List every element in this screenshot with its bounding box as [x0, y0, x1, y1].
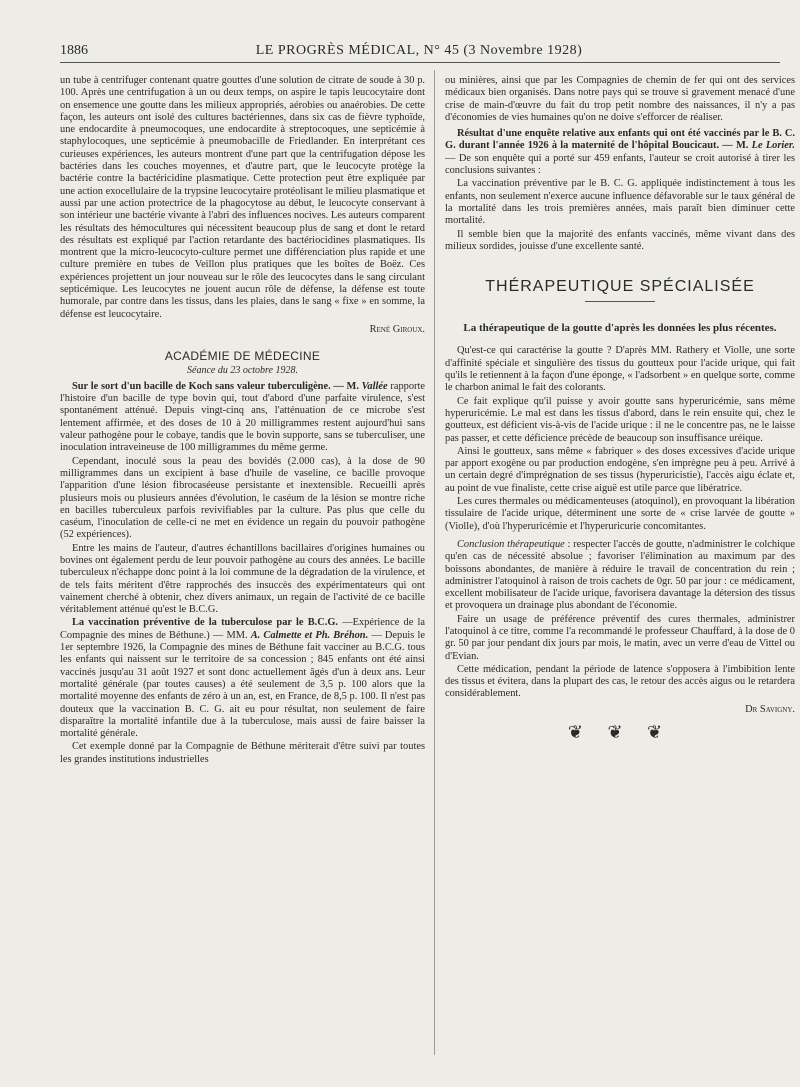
signature-savigny: Dr Savigny. — [745, 703, 795, 715]
right-paragraph-3: La vaccination préventive par le B. C. G. appliquée indistinctement à tous les enfants, non seulement n'exerce aucune influence défavorable sur le taux général de la mortalité dans les trois premières années, mais paraît bien diminuer cette mortalité. — [445, 178, 795, 227]
column-divider — [434, 70, 435, 1055]
left-column — [60, 75, 425, 767]
right-paragraph-10: Faire un usage de préférence préventif des cures thermales, administrer l'atoquinol à ce titre, comme l'a recommandé le professeur Chauffard, à la dose de 0 gr. 50 par jour pendant dix jours par mois, le matin, avec un verre d'eau de Vittel ou d'Evian. — [445, 613, 795, 662]
left-paragraph-1: un tube à centrifuger contenant quatre gouttes d'une solution de citrate de soude à 30 p. 100. Après une centrifugation à un ou deux temps, on aspire le tapis leucocytaire dont on ensemence une goutte dans les milieux appropriés, aérobies ou anaérobies. De cette façon, les auteurs ont isolé des cultures bactériennes, dans six cas de fièvre typhoïde, une endocardite à pneumocoques, une endocardite à streptocoques, une septicémie à staphylocoques, une septicémie à pneumobacille de Friedlander. En interprétant ces curieuses expériences, les auteurs montrent d'une part que la centrifugation dépose les bactéries dans les couches moyennes, et d'autre part, que le leucocyte protège la bactérie contre la bactéricidine plasmatique. Cette protection peut être expliquée par une action exocellulaire de la trypsine leucocytaire protéolisant le milieu plasmatique et aussi par une action protectrice de la phagocytose au début, le leucocyte conservant à son intérieur une bactérie vivante à l'abri des influences nocives. Les auteurs comparent les résultats des hémocultures qui nécessitent beaucoup plus de sang et dont le retard des résultats est expliqué par l'action retardante des bactériocidines plasmatiques. Ils montrent que la micro-leucocyto-culture permet une différenciation plus rapide et une culture première en tubes de Veillon plus pratiques que les boîtes de Boëz. Ces expériences projettent un jour nouveau sur le rôle des leucocytes dans le sang circulant septicémique. Les leucocytes ne jouent aucun rôle de défense, la défense est toute humorale, par contre dans les tissus, dans les plaies, dans le sang « fixe » en somme, la défense est leucocytaire. — [60, 75, 425, 320]
page-header — [60, 40, 780, 63]
bcg-text-a: —Expérience de la Compagnie des mines de Béthune.) — MM. — [60, 617, 425, 641]
lorier-name: Le Lorier. — [751, 140, 795, 152]
article-title: La thérapeutique de la goutte d'après les données les plus récentes. — [463, 322, 777, 335]
section-rule — [585, 301, 655, 302]
academy-date: Séance du 23 octobre 1928. — [187, 364, 298, 376]
right-paragraph-7: Ainsi le goutteux, sans même « fabriquer » des doses excessives d'acide urique par apport exogène ou par production endogène, s'en imprègne peu à peu. Arrivé à un certain degré d'imprégnation de ses tissus (hyperuricistie), l'accès aigu éclate et, au point de vue finaliste, cette crise aiguë est utile parce que libératrice. — [445, 445, 795, 494]
section-title: THÉRAPEUTIQUE SPÉCIALISÉE — [485, 278, 755, 296]
conclusion-text: : respecter l'accès de goutte, n'administrer le colchique qu'en cas de nécessité absolue ; favoriser l'élimination au maximum par des boissons abondantes, de manière à réduire le travail de concentration du rein ; administrer l'atoquinol à raison de trois cachets de 0gr. 50 par jour : ce médicament, excellent mobilisateur de l'acide urique, favorisera davantage la détersion des tissus et provoquera un drainage plus abondant de l'économie. — [445, 538, 795, 612]
ornament-icon: ❦ ❦ ❦ — [567, 722, 673, 743]
left-paragraph-3: Cependant, inoculé sous la peau des bovidés (2.000 cas), à la dose de 90 milligrammes dans un excipient à base d'huile de vaseline, ce bacille provoque l'apparition d'une lésion fibrocaséeuse persistante et inextensible. Recueilli après plusieurs mois ou plusieurs années d'évolution, le caséum de la lésion se montre riche en bacilles tuberculeux parfois revivifiables par la culture. Pas plus que celle du caséum, l'inoculation de celle-ci ne met en évidence un regain du pouvoir pathogène (52 expériences). — [60, 455, 425, 541]
right-paragraph-8: Les cures thermales ou médicamenteuses (atoquinol), en provoquant la libération tissulaire de l'acide urique, déterminent une sorte de « crise larvée de goutte » (Violle), d'où l'hyperuricémie et l'hyperuricurie concomitantes. — [445, 496, 795, 532]
right-column — [445, 75, 795, 743]
left-paragraph-2 — [60, 381, 425, 455]
lorier-lead: Résultat d'une enquête relative aux enfants qui ont été vaccinés par le B. C. G. durant l'année 1926 à la maternité de l'hôpital Boucicaut. — M. — [445, 128, 795, 152]
right-paragraph-9 — [445, 539, 795, 613]
right-paragraph-1: ou minières, ainsi que par les Compagnies de chemin de fer qui ont des services médicaux bien organisés. Dans notre pays qui se trouve si gravement menacé d'une crise de main-d'œuvre du fait du trop petit nombre des naissances, il n'y a pas d'économies de vies humaines qu'on ne doive s'efforcer de réaliser. — [445, 75, 795, 123]
page-number: 1886 — [60, 43, 88, 58]
left-paragraph-5 — [60, 617, 425, 740]
vallee-text: rapporte l'histoire d'un bacille de type bovin qui, tout d'abord d'une parfaite virulence, s'est spontanément atténué. Depuis vingt-cinq ans, l'atténuation de ce microbe s'est lentement affirmée, et des doses de 10 à 20 milligrammes restent aujourd'hui sans valeur pathogène pour le cobaye, tandis que le bovin supporte, sans se tuberculiser, une inoculation intraveineuse de 100 milligrammes du même germe. — [60, 380, 425, 454]
signature-giroux: René Giroux. — [369, 323, 425, 335]
vallee-name: Vallée — [361, 380, 388, 392]
left-paragraph-6: Cet exemple donné par la Compagnie de Béthune mériterait d'être suivi par toutes les grandes institutions industrielles — [60, 741, 425, 765]
conclusion-lead: Conclusion thérapeutique — [457, 538, 565, 550]
right-paragraph-4: Il semble bien que la majorité des enfants vaccinés, même vivant dans des milieux sordides, jouisse d'une excellente santé. — [445, 228, 795, 252]
academy-title: ACADÉMIE DE MÉDECINE — [164, 349, 321, 364]
bcg-names: A. Calmette et Ph. Bréhon. — [250, 629, 369, 641]
lorier-text: — De son enquête qui a porté sur 459 enfants, l'auteur se croit autorisé à tirer les conclusions suivantes : — [445, 152, 795, 177]
left-paragraph-4: Entre les mains de l'auteur, d'autres échantillons bacillaires d'origines humaines ou bovines ont également perdu de leur pouvoir pathogène au cours des années. Le bacille tuberculeux n'échappe donc point à la loi commune de la dégradation de la virulence, et de tels faits méritent d'être rapprochés des insuccès des expérimentateurs qui ont vainement cherché à obtenir, chez divers animaux, un regain de l'activité de ce bacille véritablement atténué qu'est le B.C.G. — [60, 542, 425, 616]
right-paragraph-5: Qu'est-ce qui caractérise la goutte ? D'après MM. Rathery et Violle, une sorte d'affinité spéciale et singulière des tissus du goutteux pour l'acide urique, qui fait qu'ils le retiennent à la façon d'une éponge, « l'adsorbent » en quelque sorte, comme le charbon animal le fait des colorants. — [445, 345, 795, 394]
bcg-text: — Depuis le 1er septembre 1926, la Compagnie des mines de Béthune fait vacciner au B.C.G. tous les enfants qui naissent sur le territoire de sa concession ; 845 enfants ont été ainsi vaccinés jusqu'au 31 août 1927 et sont donc actuellement âgés d'un à deux ans. Leur mortalité générale (par toutes causes) a été seulement de 3,5 p. 100 alors que la mortalité moyenne des enfants de zéro à un an, est, en France, de 8,5 p. 100. Il n'est pas douteux que la vaccination B. C. G. ait eu pour résultat, non seulement de faire disparaître la mortalité infantile due à la tuberculose, mais aussi de faire baisser la mortalité générale. — [60, 629, 426, 740]
bcg-lead: La vaccination préventive de la tuberculose par le B.C.G. — [72, 617, 339, 629]
right-paragraph-11: Cette médication, pendant la période de latence s'opposera à l'imbibition lente des tissus et évitera, dans la plupart des cas, le retour des accès aigus ou le retardera considérablement. — [445, 663, 795, 700]
right-paragraph-6: Ce fait explique qu'il puisse y avoir goutte sans hyperuricémie, sans même hyperuricémie. Le mal est dans les tissus d'abord, dans le rein ensuite qui, chez le goutteux, est déficient vis-à-vis de l'acide urique : il ne le concentre pas, ne le laisse pas passer, et cette déficience précède de beaucoup son insuffisance uréique. — [445, 395, 795, 444]
vallee-lead: Sur le sort d'un bacille de Koch sans valeur tuberculigène. — M. — [72, 380, 362, 392]
journal-title: LE PROGRÈS MÉDICAL, N° 45 (3 Novembre 1928) — [255, 43, 583, 58]
right-paragraph-2 — [445, 128, 795, 177]
